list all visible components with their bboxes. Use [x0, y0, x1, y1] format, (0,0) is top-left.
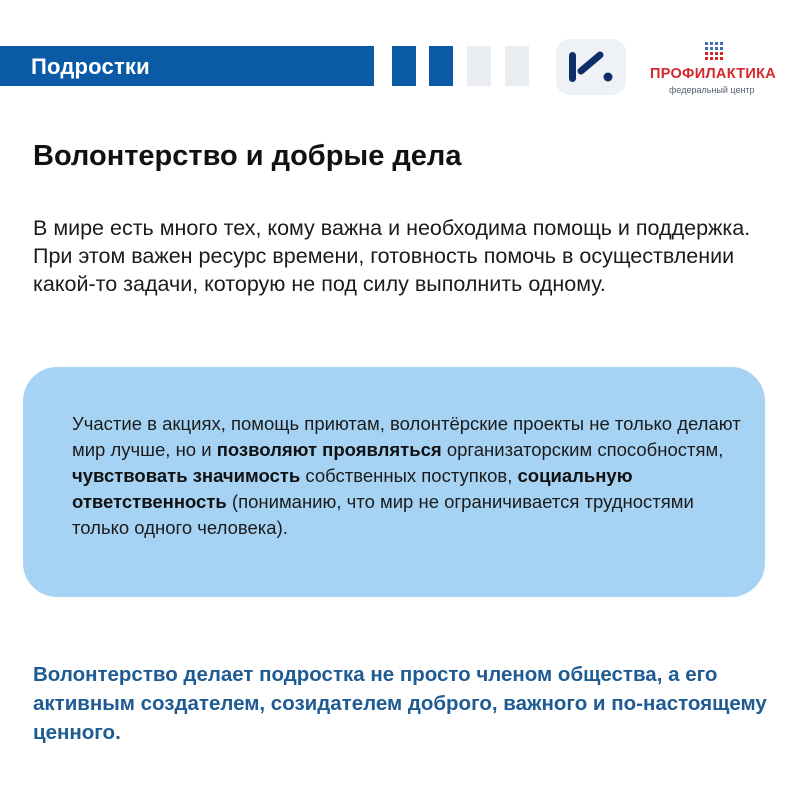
profilaktika-logo-subtitle: федеральный центр [669, 85, 755, 95]
page-title: Волонтерство и добрые дела [33, 140, 462, 172]
conclusion-paragraph: Волонтерство делает подростка не просто членом общества, а его активным создателем, созидателем доброго, важного и по-настоящему ценного. [33, 663, 767, 744]
decor-square-dark-1 [392, 46, 416, 86]
highlight-emphasis: позволяют проявляться [216, 439, 442, 460]
decor-square-light-1 [467, 46, 491, 86]
decor-square-light-2 [505, 46, 529, 86]
grid-logo-icon [705, 42, 723, 60]
highlight-text-segment: Участие в акциях, помощь приютам, волонтёрские проекты не только делают мир лучше, но и [72, 413, 741, 460]
highlight-text-segment: собственных поступков, [300, 465, 518, 486]
highlight-emphasis: социальную ответственность [72, 465, 633, 512]
profilaktika-logo-name: ПРОФИЛАКТИКА [649, 66, 777, 82]
highlight-box-text [72, 411, 752, 541]
highlight-emphasis: чувствовать значимость [72, 465, 301, 486]
highlight-text-segment: (пониманию, что мир не ограничивается трудностями только одного человека). [72, 491, 694, 538]
highlight-text-segment: организаторским способностям, [441, 439, 724, 460]
header-title: Подростки [31, 54, 150, 79]
profilaktika-logo [643, 42, 783, 98]
k-letter-logo-icon [556, 39, 626, 95]
decor-square-dark-2 [429, 46, 453, 86]
intro-paragraph: В мире есть много тех, кому важна и необходима помощь и поддержка. При этом важен ресурс времени, готовность помочь в осуществлении какой-то задачи, которую не под силу выполнить одному. [33, 216, 751, 296]
